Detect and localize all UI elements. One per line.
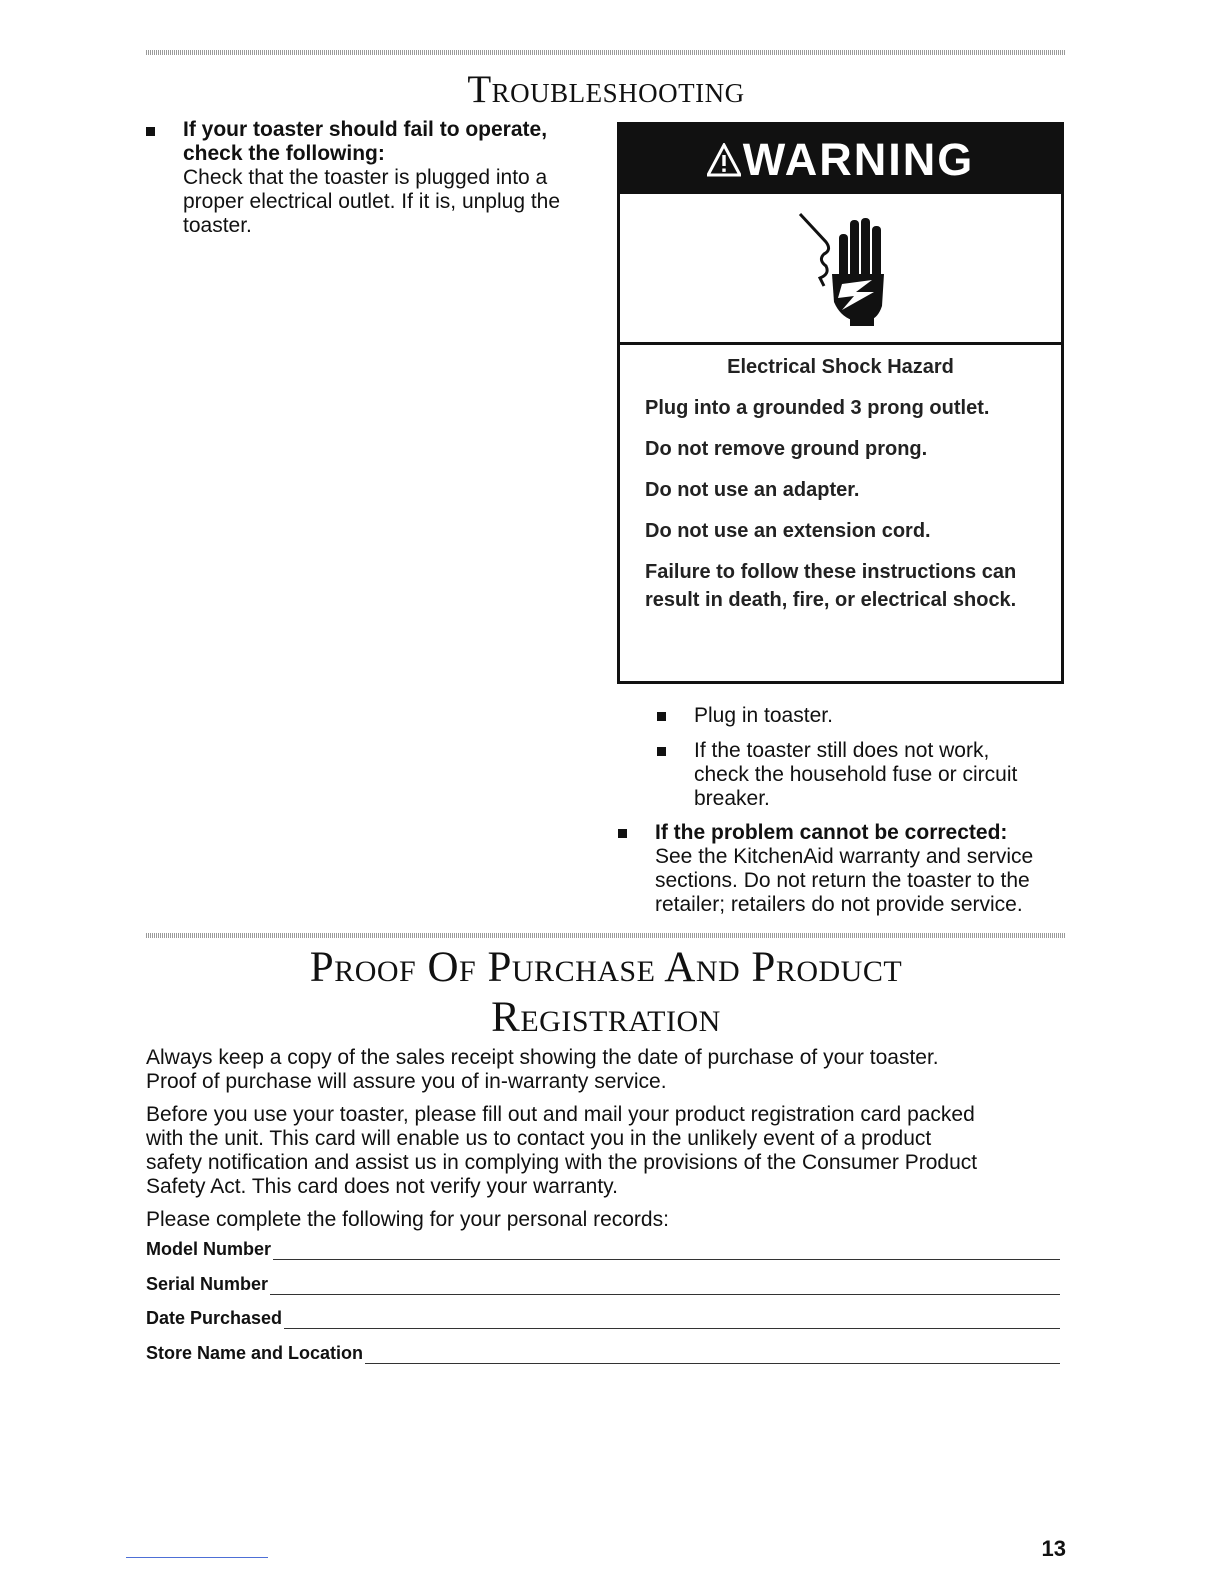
item1-text-line2: proper electrical outlet. If it is, unplug the bbox=[183, 190, 561, 213]
warning-title: WARNING bbox=[742, 134, 975, 185]
top-divider bbox=[146, 50, 1066, 55]
electric-shock-hand-icon bbox=[620, 194, 1061, 342]
bullet-icon bbox=[146, 127, 155, 136]
model-number-field[interactable] bbox=[146, 1238, 1060, 1260]
item1-text-line1: Check that the toaster is plugged into a bbox=[183, 166, 548, 189]
field-line[interactable] bbox=[284, 1310, 1060, 1329]
sub-item-1: Plug in toaster. bbox=[694, 704, 833, 727]
hazard-title: Electrical Shock Hazard bbox=[727, 356, 954, 378]
field-label: Date Purchased bbox=[146, 1308, 283, 1328]
field-line[interactable] bbox=[365, 1345, 1060, 1364]
warning-line-4: Do not use an extension cord. bbox=[645, 520, 931, 542]
field-label: Model Number bbox=[146, 1239, 272, 1259]
para2-line2: with the unit. This card will enable us to contact you in the unlikely event of a product bbox=[146, 1127, 932, 1150]
para1-line2: Proof of purchase will assure you of in-warranty service. bbox=[146, 1070, 667, 1093]
item2-text-line2: sections. Do not return the toaster to the bbox=[655, 869, 1030, 892]
item2-bold: If the problem cannot be corrected: bbox=[655, 821, 1008, 844]
store-name-location-field[interactable] bbox=[146, 1342, 1060, 1364]
para2-line1: Before you use your toaster, please fill out and mail your product registration card packed bbox=[146, 1103, 975, 1126]
item1-bold-line1: If your toaster should fail to operate, bbox=[183, 118, 548, 141]
item1-bold-line2: check the following: bbox=[183, 142, 385, 165]
warning-line-5: Failure to follow these instructions can result in death, fire, or electrical shock. bbox=[645, 561, 1017, 611]
item2-text-line1: See the KitchenAid warranty and service bbox=[655, 845, 1034, 868]
warning-header bbox=[620, 125, 1061, 194]
warning-line-2: Do not remove ground prong. bbox=[645, 438, 928, 460]
proof-heading-line1: Proof Of Purchase And Product bbox=[309, 944, 903, 991]
page-number: 13 bbox=[1041, 1536, 1066, 1561]
item1-text-line3: toaster. bbox=[183, 214, 252, 237]
warning-box bbox=[617, 122, 1064, 684]
footer-line bbox=[126, 1557, 268, 1558]
serial-number-field[interactable] bbox=[146, 1273, 1060, 1295]
warning-line-3: Do not use an adapter. bbox=[645, 479, 860, 501]
para3: Please complete the following for your personal records: bbox=[146, 1208, 669, 1231]
field-line[interactable] bbox=[270, 1276, 1060, 1295]
warning-text bbox=[620, 345, 1061, 627]
sub-item-2-line2: check the household fuse or circuit bbox=[694, 763, 1018, 786]
field-label: Serial Number bbox=[146, 1274, 269, 1294]
warning-line-1: Plug into a grounded 3 prong outlet. bbox=[645, 397, 990, 419]
para2-line3: safety notification and assist us in complying with the provisions of the Consumer Product bbox=[146, 1151, 978, 1174]
sub-item-2-line1: If the toaster still does not work, bbox=[694, 739, 990, 762]
warning-triangle-icon bbox=[707, 143, 741, 177]
bullet-icon bbox=[657, 747, 666, 756]
item2-text-line3: retailer; retailers do not provide service. bbox=[655, 893, 1023, 916]
shock-hazard-pictogram bbox=[620, 194, 1061, 345]
para1-line1: Always keep a copy of the sales receipt showing the date of purchase of your toaster. bbox=[146, 1046, 939, 1069]
field-line[interactable] bbox=[273, 1241, 1060, 1260]
date-purchased-field[interactable] bbox=[146, 1307, 1060, 1329]
proof-heading-line2: Registration bbox=[491, 994, 721, 1041]
sub-item-2-line3: breaker. bbox=[694, 787, 770, 810]
section-divider bbox=[146, 933, 1066, 938]
bullet-icon bbox=[657, 712, 666, 721]
troubleshooting-heading: Troubleshooting bbox=[467, 68, 745, 111]
field-label: Store Name and Location bbox=[146, 1343, 364, 1363]
para2-line4: Safety Act. This card does not verify your warranty. bbox=[146, 1175, 618, 1198]
bullet-icon bbox=[618, 829, 627, 838]
